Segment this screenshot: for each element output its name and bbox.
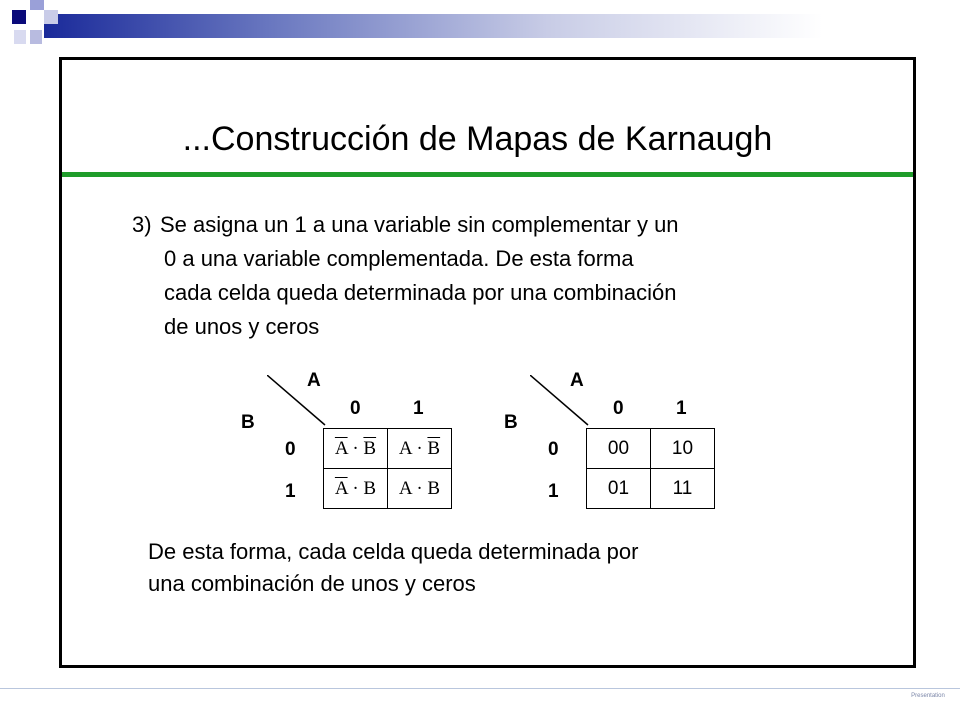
kmap-row-0: 0 <box>285 439 296 460</box>
kmap-row-1: 1 <box>548 481 559 502</box>
kmap-cell: 11 <box>651 469 715 509</box>
step-number: 3) <box>132 212 152 237</box>
step-line-2: 0 a una variable complementada. De esta forma <box>164 246 634 271</box>
decor-square <box>30 30 42 44</box>
step-line-1: Se asigna un 1 a una variable sin complementar y un <box>160 212 679 237</box>
footer-label: Presentation <box>911 693 945 699</box>
kmap-row-0: 0 <box>548 439 559 460</box>
step-paragraph <box>132 208 852 344</box>
kmap-cell: A · B <box>388 469 452 509</box>
kmap-cell: $\overline{A} \cdot B$ <box>324 469 388 509</box>
decor-square <box>14 30 26 44</box>
kmap-cell: $\overline{A} \cdot \overline{B}$ <box>324 429 388 469</box>
kmap-col-1: 1 <box>413 398 424 419</box>
kmap-cell: 01 <box>587 469 651 509</box>
kmap-var-a: A <box>307 370 321 391</box>
kmap-row-1: 1 <box>285 481 296 502</box>
decor-square <box>12 10 26 24</box>
kmap-cell: $A \cdot \overline{B}$ <box>388 429 452 469</box>
kmap-symbolic <box>237 370 467 520</box>
slide-frame <box>59 57 916 668</box>
kmap-diagonal-line <box>530 375 600 430</box>
kmap-grid <box>586 428 715 509</box>
header-gradient-band <box>44 14 960 38</box>
slide-title: ...Construcción de Mapas de Karnaugh <box>182 120 773 158</box>
kmap-binary <box>500 370 730 520</box>
step-line-3: cada celda queda determinada por una combinación <box>164 280 677 305</box>
kmap-diagonal-line <box>267 375 337 430</box>
step-line-4: de unos y ceros <box>164 314 320 339</box>
conclusion-line-1: De esta forma, cada celda queda determinada por <box>148 539 639 564</box>
conclusion-line-2: una combinación de unos y ceros <box>148 571 476 596</box>
footer-divider <box>0 688 960 689</box>
conclusion-text <box>148 536 868 600</box>
decor-square <box>44 10 58 24</box>
kmap-col-0: 0 <box>350 398 361 419</box>
kmap-var-a: A <box>570 370 584 391</box>
kmap-col-0: 0 <box>613 398 624 419</box>
kmap-col-1: 1 <box>676 398 687 419</box>
title-divider <box>62 172 913 177</box>
kmap-var-b: B <box>504 412 518 433</box>
decor-square <box>30 0 44 10</box>
kmap-grid <box>323 428 452 509</box>
kmap-var-b: B <box>241 412 255 433</box>
kmap-cell: 10 <box>651 429 715 469</box>
kmap-cell: 00 <box>587 429 651 469</box>
